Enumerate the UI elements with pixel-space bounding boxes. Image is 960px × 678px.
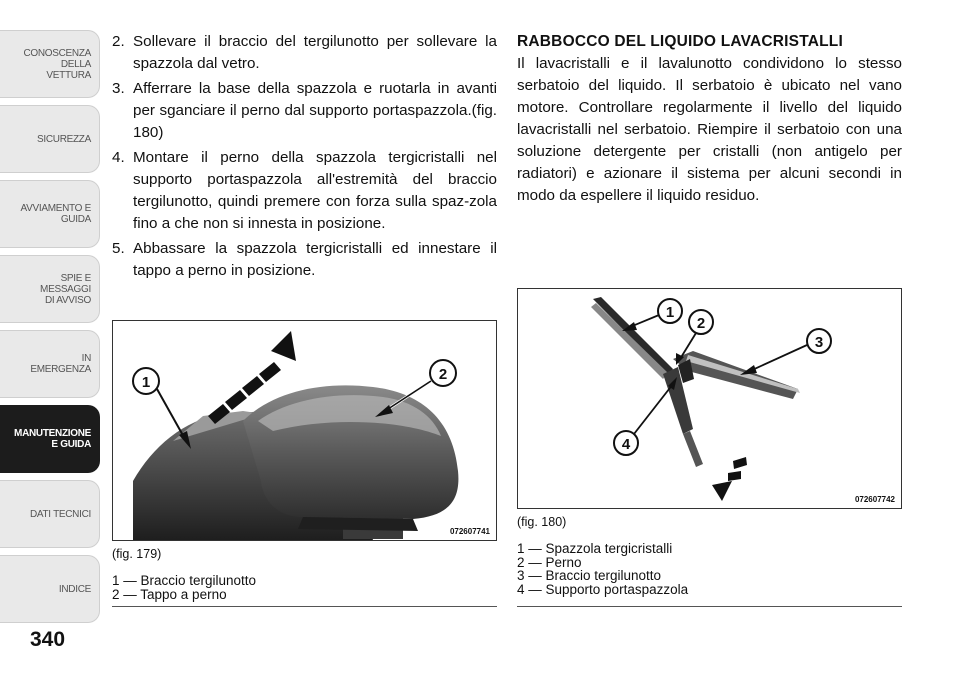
figure-code: 072607741 xyxy=(449,527,490,536)
legend-item: 2 — Perno xyxy=(517,554,582,570)
legend-item: 2 — Tappo a perno xyxy=(112,586,227,602)
list-item xyxy=(112,238,497,282)
callout-label: 3 xyxy=(814,334,824,351)
callout-label: 4 xyxy=(621,436,631,453)
section-title: RABBOCCO DEL LIQUIDO LAVACRISTALLI xyxy=(517,33,843,50)
step-text: Afferrare la base della spazzola e ruotarla in avanti per sganciare il perno dal supporto portaspazzola.(fig. 180) xyxy=(133,80,497,141)
step-number: 3. xyxy=(112,80,125,97)
divider xyxy=(517,606,902,607)
washer-fluid-section xyxy=(517,31,902,207)
figure-legend xyxy=(112,574,256,601)
tab-avviamento-e-guida[interactable]: AVVIAMENTO E GUIDA xyxy=(0,180,100,248)
callout-label: 1 xyxy=(665,304,675,321)
steps-list xyxy=(112,31,497,285)
step-number: 5. xyxy=(112,240,125,257)
figure-code: 072607742 xyxy=(854,495,895,504)
tab-dati-tecnici[interactable]: DATI TECNICI xyxy=(0,480,100,548)
wiper-arm-cap-illustration xyxy=(113,321,496,540)
list-item xyxy=(112,31,497,75)
callout-label: 1 xyxy=(141,374,151,391)
legend-item: 1 — Braccio tergilunotto xyxy=(112,573,257,588)
figure-caption: (fig. 180) xyxy=(517,515,567,529)
wiper-blade-illustration xyxy=(518,289,901,508)
tab-conoscenza-della-vettura[interactable]: CONOSCENZA DELLA VETTURA xyxy=(0,30,100,98)
figure-179 xyxy=(112,320,497,541)
legend-item: 4 — Supporto portaspazzola xyxy=(517,581,689,597)
legend-item: 3 — Braccio tergilunotto xyxy=(517,568,662,583)
callout-label: 2 xyxy=(438,366,448,383)
tab-sicurezza[interactable]: SICUREZZA xyxy=(0,105,100,173)
step-text: Sollevare il braccio del tergilunotto per sollevare la spazzola dal vetro. xyxy=(133,33,497,72)
step-number: 2. xyxy=(112,33,125,50)
list-item xyxy=(112,78,497,144)
tab-in-emergenza[interactable]: IN EMERGENZA xyxy=(0,330,100,398)
tab-indice[interactable]: INDICE xyxy=(0,555,100,623)
step-number: 4. xyxy=(112,149,125,166)
callout-label: 2 xyxy=(696,315,706,332)
legend-item: 1 — Spazzola tergicristalli xyxy=(517,541,673,556)
step-text: Montare il perno della spazzola tergicristalli nel supporto portaspazzola all'estremità del braccio tergilunotto, quindi premere con forza sulla spaz-zola fino a che non si innesta in posizione. xyxy=(133,149,497,232)
figure-legend xyxy=(517,542,688,596)
tab-manutenzione-e-guida[interactable]: MANUTENZIONE E GUIDA xyxy=(0,405,100,473)
list-item xyxy=(112,147,497,235)
page-number: 340 xyxy=(30,628,66,651)
step-text: Abbassare la spazzola tergicristalli ed innestare il tappo a perno in posizione. xyxy=(133,240,497,279)
divider xyxy=(112,606,497,607)
section-body: Il lavacristalli e il lavalunotto condividono lo stesso serbatoio del liquido. Il serbatoio è ubicato nel vano motore. Controllare regolarmente il livello del liquido lavacristalli nel serbatoio. Riempire il serbatoio con una soluzione detergente per cristalli (non antigelo per radiatori) e azionare il sistema per alcuni secondi in modo da espellere il liquido residuo. xyxy=(517,55,902,204)
tab-spie-e-messaggi[interactable]: SPIE E MESSAGGI DI AVVISO xyxy=(0,255,100,323)
figure-caption: (fig. 179) xyxy=(112,547,162,561)
figure-180 xyxy=(517,288,902,509)
